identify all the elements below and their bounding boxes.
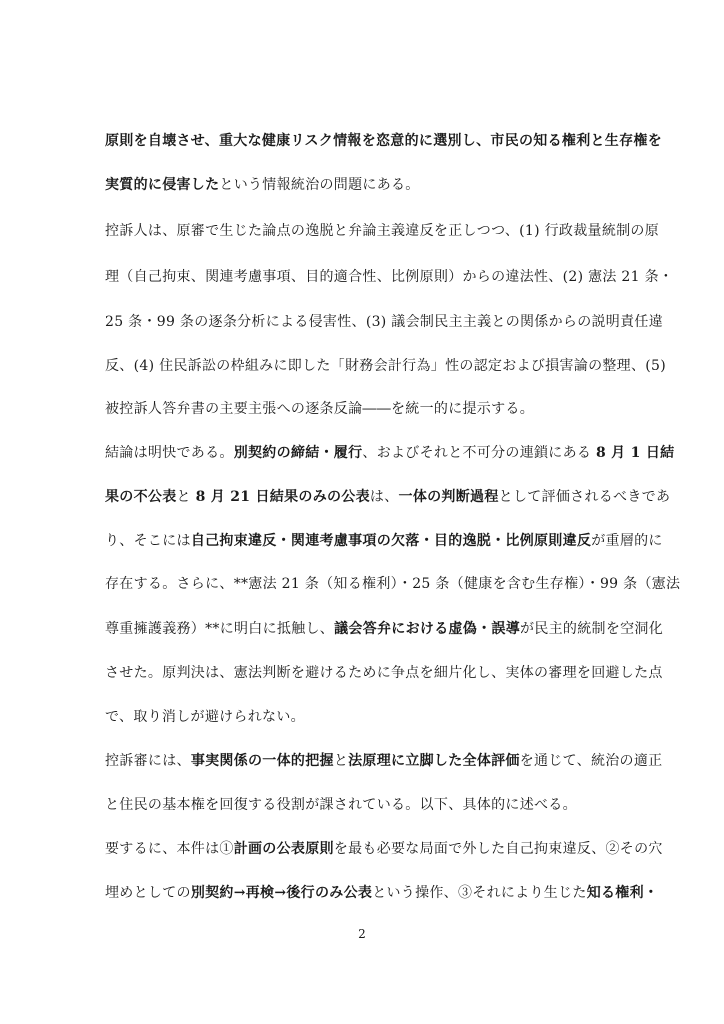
text-line xyxy=(105,313,664,331)
bold-text-segment: 別契約の締結・履行 xyxy=(233,445,363,461)
text-segment: 埋めとしての xyxy=(105,885,191,901)
text-segment: を最も必要な局面で外した自己拘束違反、②その穴 xyxy=(333,841,663,857)
text-line xyxy=(105,752,663,770)
text-line xyxy=(105,840,663,858)
text-segment: 控訴審には、 xyxy=(105,753,191,769)
bold-text-segment: 一体の判断過程 xyxy=(398,489,499,505)
text-line xyxy=(105,488,671,506)
text-line xyxy=(105,575,681,593)
text-line xyxy=(105,796,625,814)
text-segment: が重層的に xyxy=(591,533,663,549)
text-segment: という情報統治の問題にある。 xyxy=(219,177,420,193)
text-segment: という操作、③それにより生じた xyxy=(372,885,587,901)
text-segment: と xyxy=(333,753,349,769)
text-segment: 控訴人は、原審で生じた論点の逸脱と弁論主義違反を正しつつ、(1) 行政裁量統制の原 xyxy=(105,223,660,239)
text-segment: 結論は明快である。 xyxy=(105,445,234,461)
bold-text-segment: 自己拘束違反・関連考慮事項の欠落・目的逸脱・比例原則違反 xyxy=(190,533,592,549)
bold-text-segment: 計画の公表原則 xyxy=(233,841,334,857)
bold-text-segment: 知る権利・ xyxy=(586,885,659,901)
bold-text-segment: 事実関係の一体的把握 xyxy=(190,753,334,769)
text-line xyxy=(105,400,625,418)
text-line xyxy=(105,268,674,286)
text-segment: を通じて、統治の適正 xyxy=(519,753,663,769)
text-segment: は、 xyxy=(369,489,399,505)
text-segment: 理（自己拘束、関連考慮事項、目的適合性、比例原則）からの違法性、(2) 憲法 21 条・ xyxy=(105,269,674,285)
text-line xyxy=(105,532,663,550)
bold-text-segment: 果の不公表 xyxy=(105,489,177,505)
text-segment: 、およびそれと不可分の連鎖にある xyxy=(362,445,596,461)
text-line xyxy=(105,708,625,726)
bold-text-segment: 8 月 21 日結果のみの公表 xyxy=(195,489,370,505)
text-line xyxy=(105,222,660,240)
text-line xyxy=(105,176,625,194)
bold-text-segment: 別契約→再検→後行のみ公表 xyxy=(190,885,373,901)
text-line xyxy=(105,444,675,462)
text-segment: が民主的統制を空洞化 xyxy=(520,621,664,637)
page-number: 2 xyxy=(358,927,366,941)
bold-text-segment: 法原理に立脚した全体評価 xyxy=(348,753,520,769)
text-segment: として評価されるべきであ xyxy=(498,489,671,505)
bold-text-segment: 議会答弁における虚偽・誤導 xyxy=(334,621,521,637)
text-segment: り、そこには xyxy=(105,533,191,549)
text-segment: で、取り消しが避けられない。 xyxy=(105,709,305,725)
text-line xyxy=(105,132,662,150)
text-segment: 被控訴人答弁書の主要主張への逐条反論――を統一的に提示する。 xyxy=(105,401,534,417)
text-line xyxy=(105,620,664,638)
text-segment: 存在する。さらに、**憲法 21 条（知る権利）・25 条（健康を含む生存権）・99 条（憲法 xyxy=(105,576,681,592)
text-segment: と住民の基本権を回復する役割が課されている。以下、具体的に述べる。 xyxy=(105,797,577,813)
text-segment: させた。原判決は、憲法判断を避けるために争点を細片化し、実体の審理を回避した点 xyxy=(105,665,663,681)
text-segment: 尊重擁護義務）**に明白に抵触し、 xyxy=(105,621,335,637)
text-line xyxy=(105,357,667,375)
text-segment: 要するに、本件は① xyxy=(105,841,234,857)
bold-text-segment: 実質的に侵害した xyxy=(105,177,220,193)
text-line xyxy=(105,664,663,682)
text-segment: 25 条・99 条の逐条分析による侵害性、(3) 議会制民主主義との関係からの説明責任違 xyxy=(105,314,664,330)
text-line xyxy=(105,884,659,902)
bold-text-segment: 8 月 1 日結 xyxy=(595,445,675,461)
text-segment: 反、(4) 住民訴訟の枠組みに即した「財務会計行為」性の認定および損害論の整理、(5) xyxy=(105,358,667,374)
text-segment: と xyxy=(176,489,196,505)
bold-text-segment: 原則を自壊させ、重大な健康リスク情報を恣意的に選別し、市民の知る権利と生存権を xyxy=(105,133,662,149)
